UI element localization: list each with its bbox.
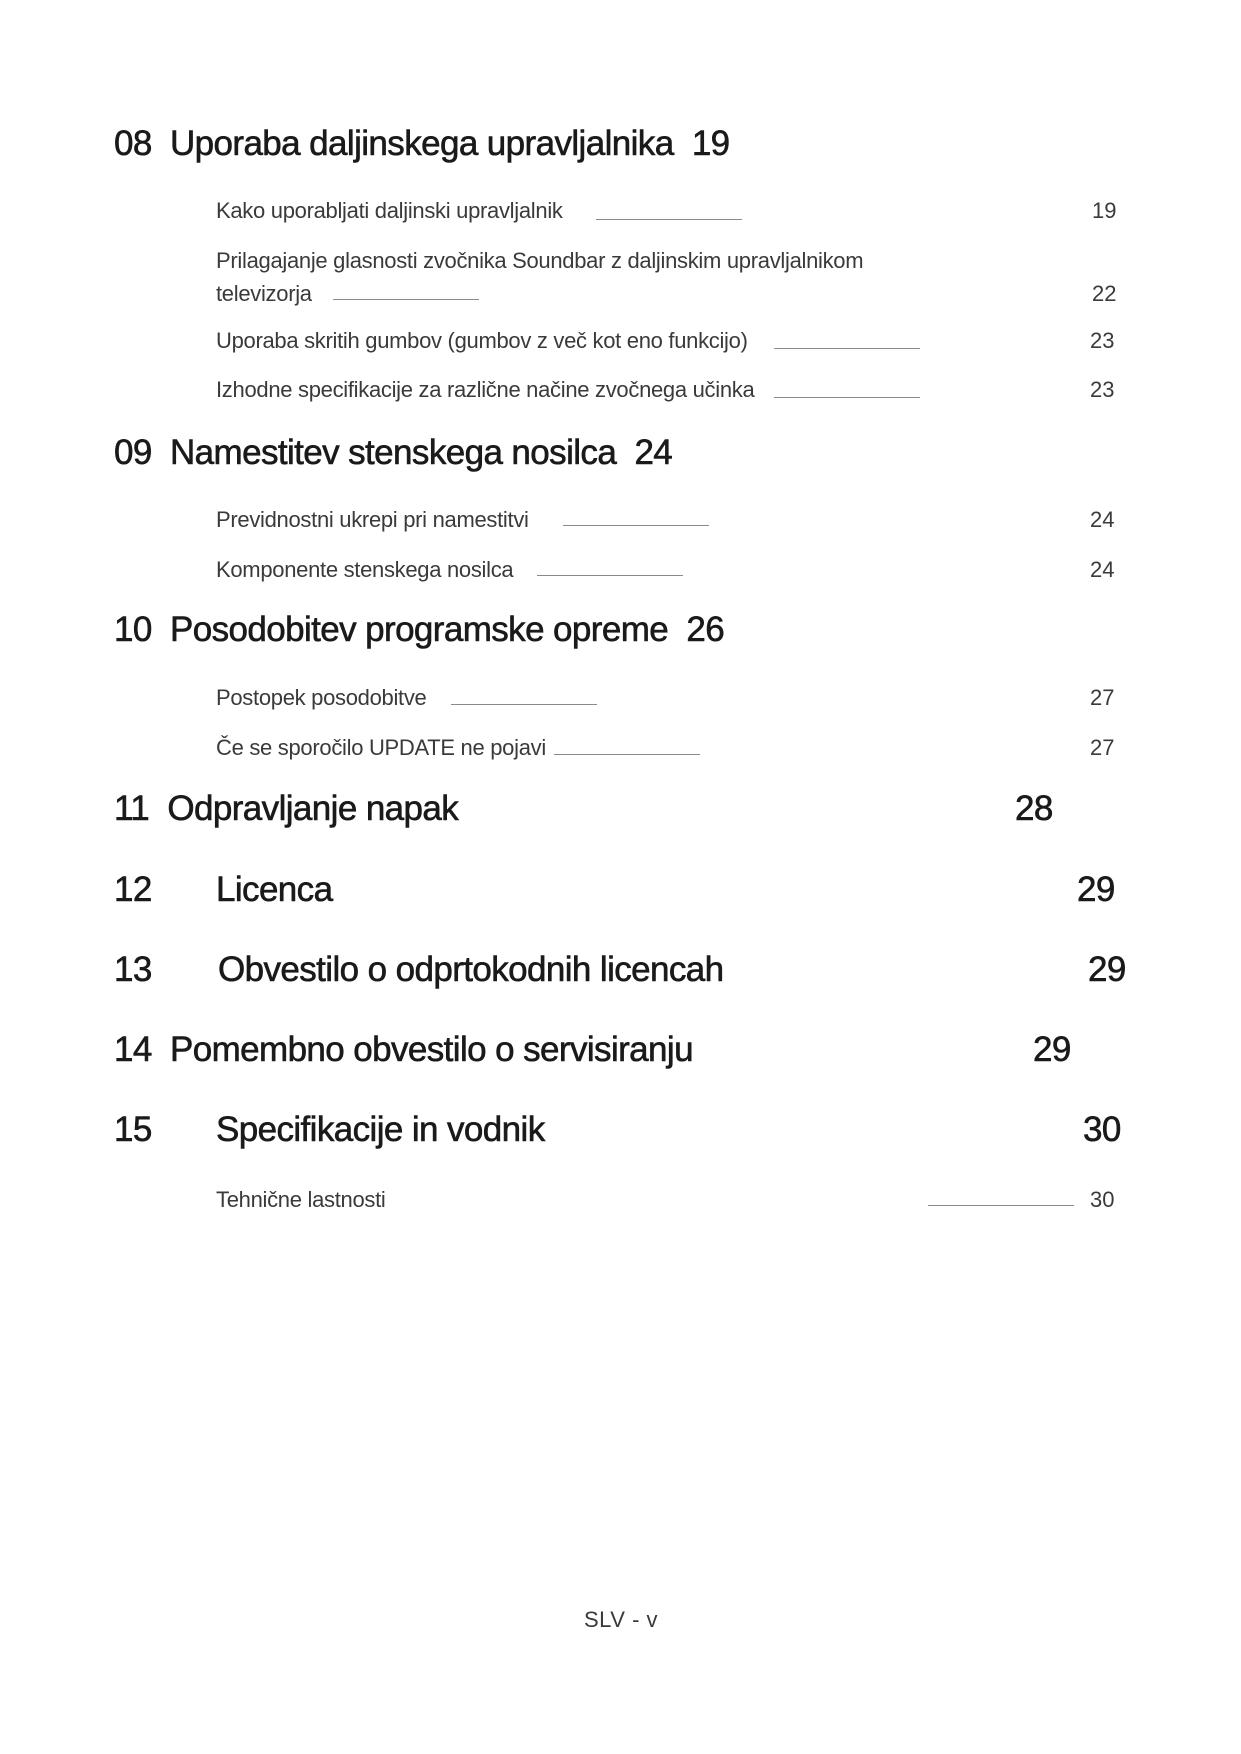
leader-line bbox=[563, 525, 709, 526]
chapter-page: 30 bbox=[1083, 1110, 1121, 1149]
chapter-page: 26 bbox=[686, 610, 725, 649]
chapter-12-title[interactable]: Licenca bbox=[216, 870, 333, 909]
chapter-09-heading[interactable] bbox=[114, 433, 672, 473]
chapter-page: 24 bbox=[634, 433, 673, 472]
toc-entry-hidden-buttons[interactable]: Uporaba skritih gumbov (gumbov z več kot eno funkcijo) bbox=[216, 328, 748, 353]
toc-entry-update-message[interactable]: Če se sporočilo UPDATE ne pojavi bbox=[216, 735, 546, 760]
chapter-title: Odpravljanje napak bbox=[167, 789, 459, 828]
chapter-number: 14 bbox=[114, 1030, 152, 1069]
chapter-08-heading[interactable] bbox=[114, 124, 730, 164]
toc-entry-page: 27 bbox=[1090, 685, 1115, 710]
chapter-number: 10 bbox=[114, 610, 152, 649]
leader-line bbox=[774, 348, 920, 349]
chapter-title: Posodobitev programske opreme bbox=[169, 610, 669, 649]
leader-line bbox=[554, 754, 700, 755]
toc-entry-page: 27 bbox=[1090, 735, 1115, 760]
toc-entry-precautions[interactable]: Previdnostni ukrepi pri namestitvi bbox=[216, 507, 529, 532]
leader-line bbox=[451, 704, 597, 705]
toc-entry-page: 24 bbox=[1090, 557, 1115, 582]
chapter-15-number: 15 bbox=[114, 1110, 152, 1149]
chapter-title: Uporaba daljinskega upravljalnika bbox=[169, 124, 674, 163]
toc-entry-page: 19 bbox=[1092, 198, 1117, 223]
chapter-number: 08 bbox=[114, 124, 152, 163]
chapter-11-heading[interactable] bbox=[114, 789, 458, 829]
page-footer: SLV - v bbox=[584, 1607, 659, 1632]
toc-entry-volume-adjust-line2[interactable]: televizorja bbox=[216, 281, 312, 306]
chapter-15-title[interactable]: Specifikacije in vodnik bbox=[216, 1110, 545, 1149]
chapter-page: 28 bbox=[1015, 789, 1053, 828]
toc-entry-page: 23 bbox=[1090, 328, 1115, 353]
chapter-10-heading[interactable] bbox=[114, 610, 724, 650]
toc-entry-volume-adjust[interactable]: Prilagajanje glasnosti zvočnika Soundbar z daljinskim upravljalnikom bbox=[216, 248, 864, 273]
chapter-title: Namestitev stenskega nosilca bbox=[169, 433, 617, 472]
toc-entry-page: 23 bbox=[1090, 377, 1115, 402]
leader-line bbox=[928, 1205, 1074, 1206]
toc-entry-remote-use[interactable]: Kako uporabljati daljinski upravljalnik bbox=[216, 198, 563, 223]
chapter-page: 29 bbox=[1033, 1030, 1071, 1069]
toc-entry-page: 24 bbox=[1090, 507, 1115, 532]
leader-line bbox=[596, 219, 742, 220]
chapter-number: 11 bbox=[114, 789, 150, 828]
chapter-page: 29 bbox=[1088, 950, 1126, 989]
toc-entry-components[interactable]: Komponente stenskega nosilca bbox=[216, 557, 514, 582]
leader-line bbox=[774, 397, 920, 398]
chapter-page: 29 bbox=[1077, 870, 1115, 909]
toc-entry-output-specs[interactable]: Izhodne specifikacije za različne načine zvočnega učinka bbox=[216, 377, 755, 402]
toc-entry-tech-specs[interactable]: Tehnične lastnosti bbox=[216, 1187, 386, 1212]
chapter-title: Pomembno obvestilo o servisiranju bbox=[169, 1030, 693, 1069]
toc-entry-page: 30 bbox=[1090, 1187, 1115, 1212]
toc-entry-page: 22 bbox=[1092, 281, 1117, 306]
chapter-14-heading[interactable] bbox=[114, 1030, 693, 1070]
chapter-13-number: 13 bbox=[114, 950, 152, 989]
chapter-number: 09 bbox=[114, 433, 152, 472]
leader-line bbox=[537, 575, 683, 576]
chapter-page: 19 bbox=[691, 124, 730, 163]
chapter-13-title[interactable]: Obvestilo o odprtokodnih licencah bbox=[218, 950, 724, 989]
toc-entry-update-procedure[interactable]: Postopek posodobitve bbox=[216, 685, 427, 710]
leader-line bbox=[333, 299, 479, 300]
chapter-12-number: 12 bbox=[114, 870, 152, 909]
